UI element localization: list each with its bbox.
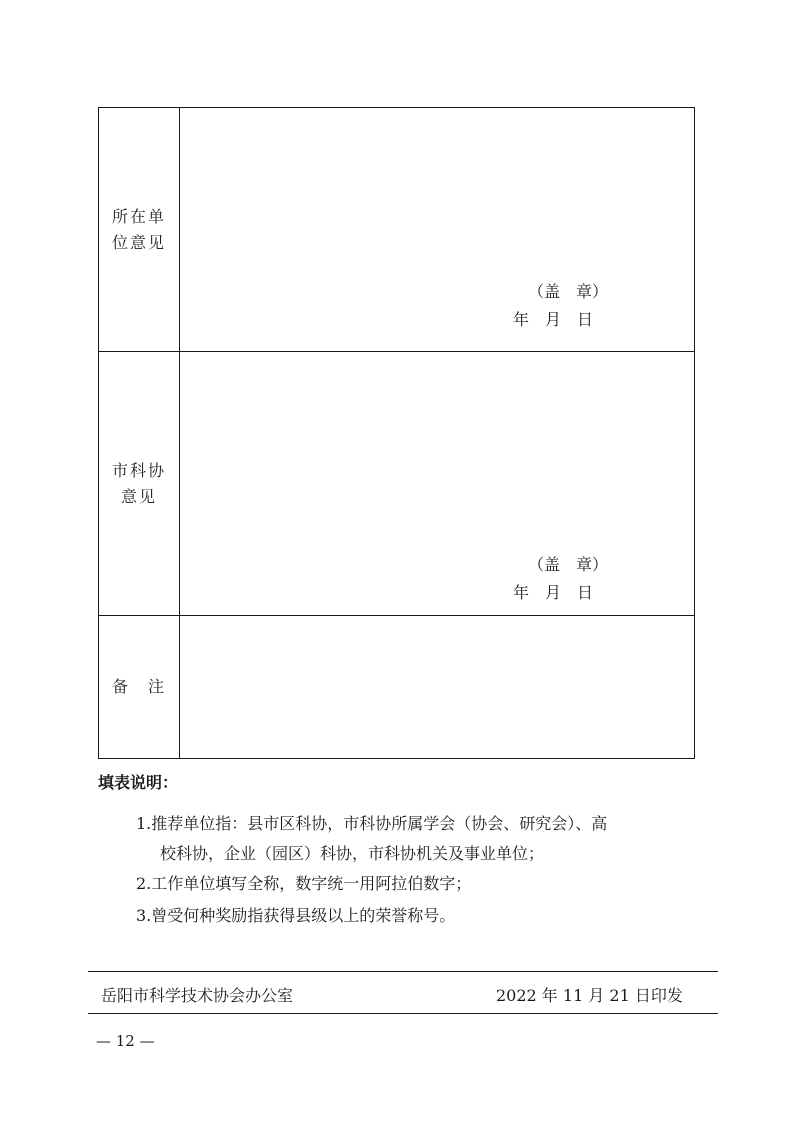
- form-row-remarks: [99, 616, 695, 759]
- notes-title: 填表说明：: [98, 773, 179, 792]
- note-item-3: 3.曾受何种奖励指获得县级以上的荣誉称号。: [136, 906, 456, 925]
- city-association-seal-text: （盖 章）: [528, 555, 609, 574]
- footer-issue-date: 2022 年 11 月 21 日印发: [496, 986, 683, 1005]
- unit-opinion-label: [99, 108, 180, 352]
- remarks-label: [99, 616, 180, 759]
- note-item-1: 1.推荐单位指：县市区科协，市科协所属学会（协会、研究会）、高: [136, 814, 608, 833]
- note-item-2: 2.工作单位填写全称，数字统一用阿拉伯数字；: [136, 874, 472, 893]
- unit-opinion-label-line-1: 所在单: [111, 206, 166, 226]
- city-association-date-text: 年 月 日: [513, 583, 594, 602]
- remarks-label-text: 备 注: [111, 677, 166, 696]
- footer-bottom-rule: [88, 1013, 718, 1014]
- footer-organization: 岳阳市科学技术协会办公室: [101, 986, 294, 1005]
- form-row-unit-opinion: [99, 108, 695, 352]
- note-item-1-continued: 校科协，企业（园区）科协，市科协机关及事业单位；: [160, 844, 545, 863]
- city-association-opinion-field[interactable]: [180, 352, 695, 616]
- unit-seal-text: （盖 章）: [528, 282, 609, 301]
- unit-opinion-label-line-2: 位意见: [111, 232, 166, 252]
- form-row-city-association-opinion: [99, 352, 695, 616]
- unit-opinion-field[interactable]: [180, 108, 695, 352]
- city-association-label-line-2: 意见: [120, 486, 157, 506]
- unit-date-text: 年 月 日: [513, 310, 594, 329]
- city-association-opinion-label: [99, 352, 180, 616]
- footer-top-rule: [88, 971, 718, 972]
- remarks-field[interactable]: [180, 616, 695, 759]
- city-association-label-line-1: 市科协: [111, 460, 166, 480]
- page-number: — 12 —: [96, 1032, 155, 1050]
- opinion-form-table: [98, 107, 695, 759]
